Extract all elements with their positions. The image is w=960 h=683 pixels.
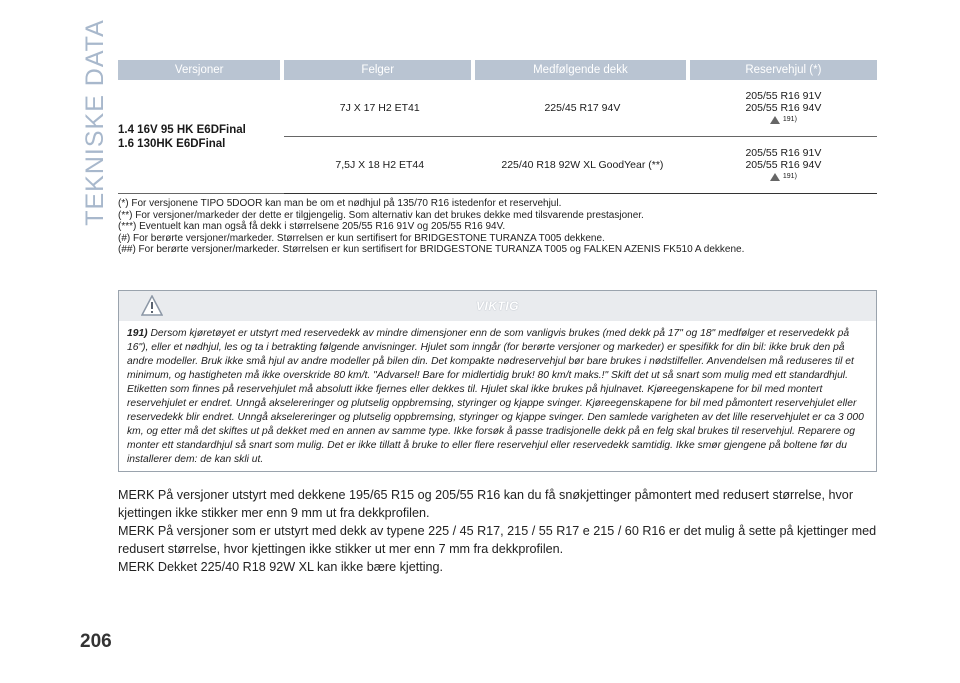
reference-number: 191) <box>782 173 797 180</box>
spare-cell <box>690 137 877 194</box>
header-spare: Reservehjul (*) <box>690 60 877 80</box>
header-rims: Felger <box>284 60 475 80</box>
footnote: (##) For berørte versjoner/markeder. Størrelsen er kun sertifisert for BRIDGESTONE TURANZA T005 og FALKEN AZENIS FK510 A dekkene. <box>118 244 745 256</box>
warning-reference <box>770 116 797 124</box>
version-line: 1.6 130HK E6DFinal <box>118 137 226 150</box>
notes-section <box>118 486 877 576</box>
warning-number: 191) <box>127 327 148 339</box>
note-paragraph: MERK Dekket 225/40 R18 92W XL kan ikke bære kjetting. <box>118 559 444 574</box>
warning-box <box>118 290 877 472</box>
reference-number: 191) <box>782 116 797 123</box>
warning-header <box>119 291 876 321</box>
header-tyres: Medfølgende dekk <box>475 60 690 80</box>
page-content <box>118 60 877 576</box>
version-cell <box>118 80 284 194</box>
spare-size: 205/55 R16 94V <box>745 158 822 171</box>
version-line: 1.4 16V 95 HK E6DFinal <box>118 123 246 136</box>
spare-size: 205/55 R16 91V <box>745 146 822 159</box>
warning-triangle-icon <box>770 173 780 181</box>
footnotes <box>118 198 877 256</box>
note-paragraph: MERK På versjoner som er utstyrt med dekk av typene 225 / 45 R17, 215 / 55 R17 e 215 / 60 R16 er det mulig å sette på kjettinger med redusert størrelse, hvor kjettingen ikke stikker ut mer enn 7 mm fra dekkprofilen. <box>118 523 877 556</box>
section-title-text: TEKNISKE DATA <box>80 18 109 226</box>
rim-cell: 7J X 17 H2 ET41 <box>284 80 475 137</box>
warning-body <box>119 321 876 471</box>
tyre-cell: 225/40 R18 92W XL GoodYear (**) <box>475 137 690 194</box>
table-header-row <box>118 60 877 80</box>
footnote: (*) For versjonene TIPO 5DOOR kan man be om et nødhjul på 135/70 R16 istedenfor et reservehjul. <box>118 198 562 209</box>
warning-title: VIKTIG <box>475 298 519 313</box>
tyre-spec-table <box>118 60 877 194</box>
rim-cell: 7,5J X 18 H2 ET44 <box>284 137 475 194</box>
spare-size: 205/55 R16 91V <box>745 89 822 102</box>
tyre-cell: 225/45 R17 94V <box>475 80 690 137</box>
note-paragraph: MERK På versjoner utstyrt med dekkene 195/65 R15 og 205/55 R16 kan du få snøkjettinger påmontert med redusert størrelse, hvor kjettingen ikke stikker mer enn 9 mm ut fra dekkprofilen. <box>118 487 854 520</box>
warning-triangle-icon <box>770 116 780 124</box>
spare-cell <box>690 80 877 137</box>
footnote: (***) Eventuelt kan man også få dekk i størrelsene 205/55 R16 91V og 205/55 R16 94V. <box>118 221 506 233</box>
footnote: (#) For berørte versjoner/markeder. Størrelsen er kun sertifisert for BRIDGESTONE TURANZA T005 dekkene. <box>118 232 605 244</box>
section-sidebar-title <box>78 18 112 226</box>
page-number: 206 <box>80 631 112 652</box>
warning-reference <box>770 173 797 181</box>
warning-text: Dersom kjøretøyet er utstyrt med reservedekk av mindre dimensjoner enn de som vanligvis brukes (med dekk på 17" og 18" medfølger et reservedekk på 16"), eller et nødhjul, les og ta i betrakting følgende anvisninger. Hjulet som inngår (for berørte versjoner og markeder) er spesifikk for din bil: ikke bruk den på andre modeller. Bruk ikke små hjul av andre modeller på bilen din. Det kompakte nødreservehjul bør bare brukes i nødstilfeller. Anvendelsen må reduseres til et minimum, og hastigheten må ikke overskride 80 km/t. "Advarsel! Bare for midlertidig bruk! 80 km/t maks.!" Skift det ut så snart som mulig med ett standardhjul. Etiketten som finnes på reservehjulet må absolutt ikke fjernes eller dekkes til. Hjulet skal ikke brukes på hjulnavet. Kjøreegenskapene for bil med montert reservehjulet er endret. Unngå akselereringer og plutselig oppbremsing, styringer og kjappe svinger. Kjøreegenskapene for bil med påmontert reservehjulet eller reservedekk blir endret. Unngå akselereringer og plutselig oppbremsing, styringer og kjappe svinger. Den samlede varigheten av det lille reservehjulet er ca 3 000 km, og etter må det skiftes ut på dekket med en annen av samme type. Ikke forsøk å passe tradisjonelle dekk på en felg skal brukes til reservehjul. Reparere og monter ett standardhjul så snart som mulig. Det er ikke tillatt å bruke to eller flere reservehjul eller reservedekk samtidig. Ikke smør gjengene på boltene før du installerer dem: de kan skli ut. <box>127 327 864 465</box>
footnote: (**) For versjoner/markeder der dette er tilgjengelig. Som alternativ kan det brukes dekke med tilsvarende prestasjoner. <box>118 209 644 221</box>
spare-size: 205/55 R16 94V <box>745 101 822 114</box>
table-row <box>118 80 877 137</box>
warning-triangle-icon <box>141 295 163 316</box>
header-versions: Versjoner <box>118 60 284 80</box>
